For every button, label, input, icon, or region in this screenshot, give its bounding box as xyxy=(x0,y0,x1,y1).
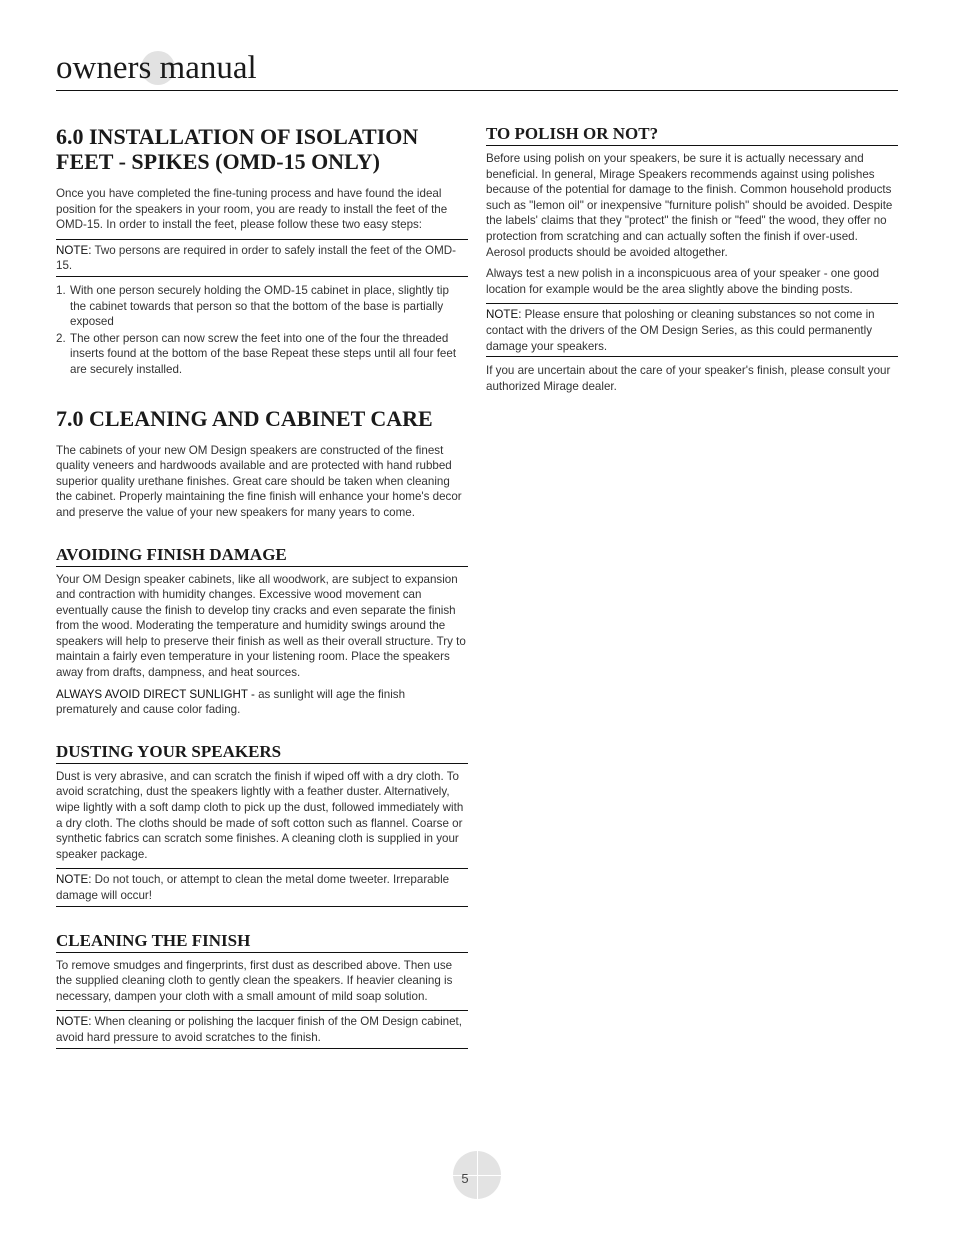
dusting-note xyxy=(56,868,468,906)
section-6-note xyxy=(56,239,468,277)
note-label: NOTE: xyxy=(56,1015,92,1029)
page-number: 5 xyxy=(461,1171,469,1186)
installation-steps xyxy=(56,283,468,378)
cleaning-note xyxy=(56,1010,468,1048)
list-item xyxy=(56,331,468,378)
cleaning-finish-heading: CLEANING THE FINISH xyxy=(56,931,468,953)
note-text: When cleaning or polishing the lacquer finish of the OM Design cabinet, avoid hard pressure to avoid scratches to the finish. xyxy=(56,1015,463,1044)
note-text: Two persons are required in order to safely install the feet of the OMD-15. xyxy=(56,243,456,273)
section-6-intro: Once you have completed the fine-tuning process and have found the ideal position for the speakers in your room, you are ready to install the feet of the OMD-15. In order to install the feet, please follow these two easy steps: xyxy=(56,187,448,232)
polish-heading: TO POLISH OR NOT? xyxy=(486,124,898,146)
note-label: NOTE: xyxy=(56,873,92,887)
left-column xyxy=(56,124,468,1055)
page-title: owners manual xyxy=(56,50,257,86)
step-number: 2. xyxy=(56,331,66,345)
polish-note xyxy=(486,303,898,357)
polish-body-3: If you are uncertain about the care of your speaker's finish, please consult your authorized Mirage dealer. xyxy=(486,364,891,393)
section-7-title: 7.0 CLEANING AND CABINET CARE xyxy=(56,405,433,431)
avoiding-finish-damage-heading: AVOIDING FINISH DAMAGE xyxy=(56,545,468,567)
avoiding-finish-damage-body: Your OM Design speaker cabinets, like all woodwork, are subject to expansion and contraction with humidity changes. Excessive wood movement can eventually cause the finish to develop tiny cracks and even separate the finish from the wood. Moderating the temperature and humidity swings around the speakers will help to preserve their finish as well as their overall structure. Try to maintain a fairly even temperature in your listening room. Place the speakers away from drafts, dampness, and heat sources. xyxy=(56,572,466,680)
sunlight-warning xyxy=(56,687,468,718)
dusting-body: Dust is very abrasive, and can scratch the finish if wiped off with a dry cloth. To avoid scratching, dust the speakers lightly with a feather duster. Alternatively, wipe lightly with a soft damp cloth to pick up the dust, followed immediately with a dry cloth. The cloths should be made of soft cotton such as flannel. Coarse or synthetic fabrics can scratch some finishes. A cleaning cloth is supplied in your speaker package. xyxy=(56,769,464,861)
polish-body-2: Always test a new polish in a inconspicuous area of your speaker - one good location for example would be the area slightly above the binding posts. xyxy=(486,267,880,296)
page-number-badge xyxy=(453,1151,501,1199)
note-label: NOTE: xyxy=(56,243,92,257)
polish-body-1: Before using polish on your speakers, be sure it is actually necessary and beneficial. In general, Mirage Speakers recommends against using polishes because of the potential for damage to the finish. Common household products such as "lemon oil" or inexpensive "furniture polish" should be avoided. Despite the labels' claims that they "protect" the finish or "feed" the wood, they offer no protection from scratching and can actually soften the finish if over-used. Aerosol products should be avoided altogether. xyxy=(486,152,893,259)
cleaning-finish-body: To remove smudges and fingerprints, first dust as described above. Then use the supplied cleaning cloth to gently clean the speakers. If heavier cleaning is necessary, dampen your cloth with a small amount of mild soap solution. xyxy=(56,958,453,1003)
step-text: With one person securely holding the OMD-15 cabinet in place, slightly tip the cabinet towards that person so that the bottom of the base is partially exposed xyxy=(70,283,449,329)
step-number: 1. xyxy=(56,283,66,297)
note-text: Please ensure that poloshing or cleaning substances so not come in contact with the drivers of the OM Design Series, as this could permanently damage your speakers. xyxy=(486,308,875,353)
sunlight-text: as sunlight will age the finish prematurely and cause color fading. xyxy=(56,687,406,717)
section-7-intro: The cabinets of your new OM Design speakers are constructed of the finest quality veneers and hardwoods available and are protected with hand rubbed superior quality urethane finishes. Great care should be taken when cleaning the cabinet. Properly maintaining the fine finish will enhance your home's decor and preserve the value of your new speakers for many years to come. xyxy=(56,443,462,519)
section-6-title: 6.0 INSTALLATION OF ISOLATION FEET - SPIKES (OMD-15 ONLY) xyxy=(56,124,419,174)
page-header xyxy=(56,48,898,92)
header-rule xyxy=(56,90,898,91)
dusting-heading: DUSTING YOUR SPEAKERS xyxy=(56,742,468,764)
sunlight-label: ALWAYS AVOID DIRECT SUNLIGHT - xyxy=(56,687,255,701)
list-item xyxy=(56,283,468,330)
right-column xyxy=(486,124,898,400)
note-text: Do not touch, or attempt to clean the metal dome tweeter. Irreparable damage will occur! xyxy=(56,873,450,902)
note-label: NOTE: xyxy=(486,308,522,322)
step-text: The other person can now screw the feet into one of the four the threaded inserts found at the bottom of the base Repeat these steps until all four feet are securely installed. xyxy=(70,331,457,376)
